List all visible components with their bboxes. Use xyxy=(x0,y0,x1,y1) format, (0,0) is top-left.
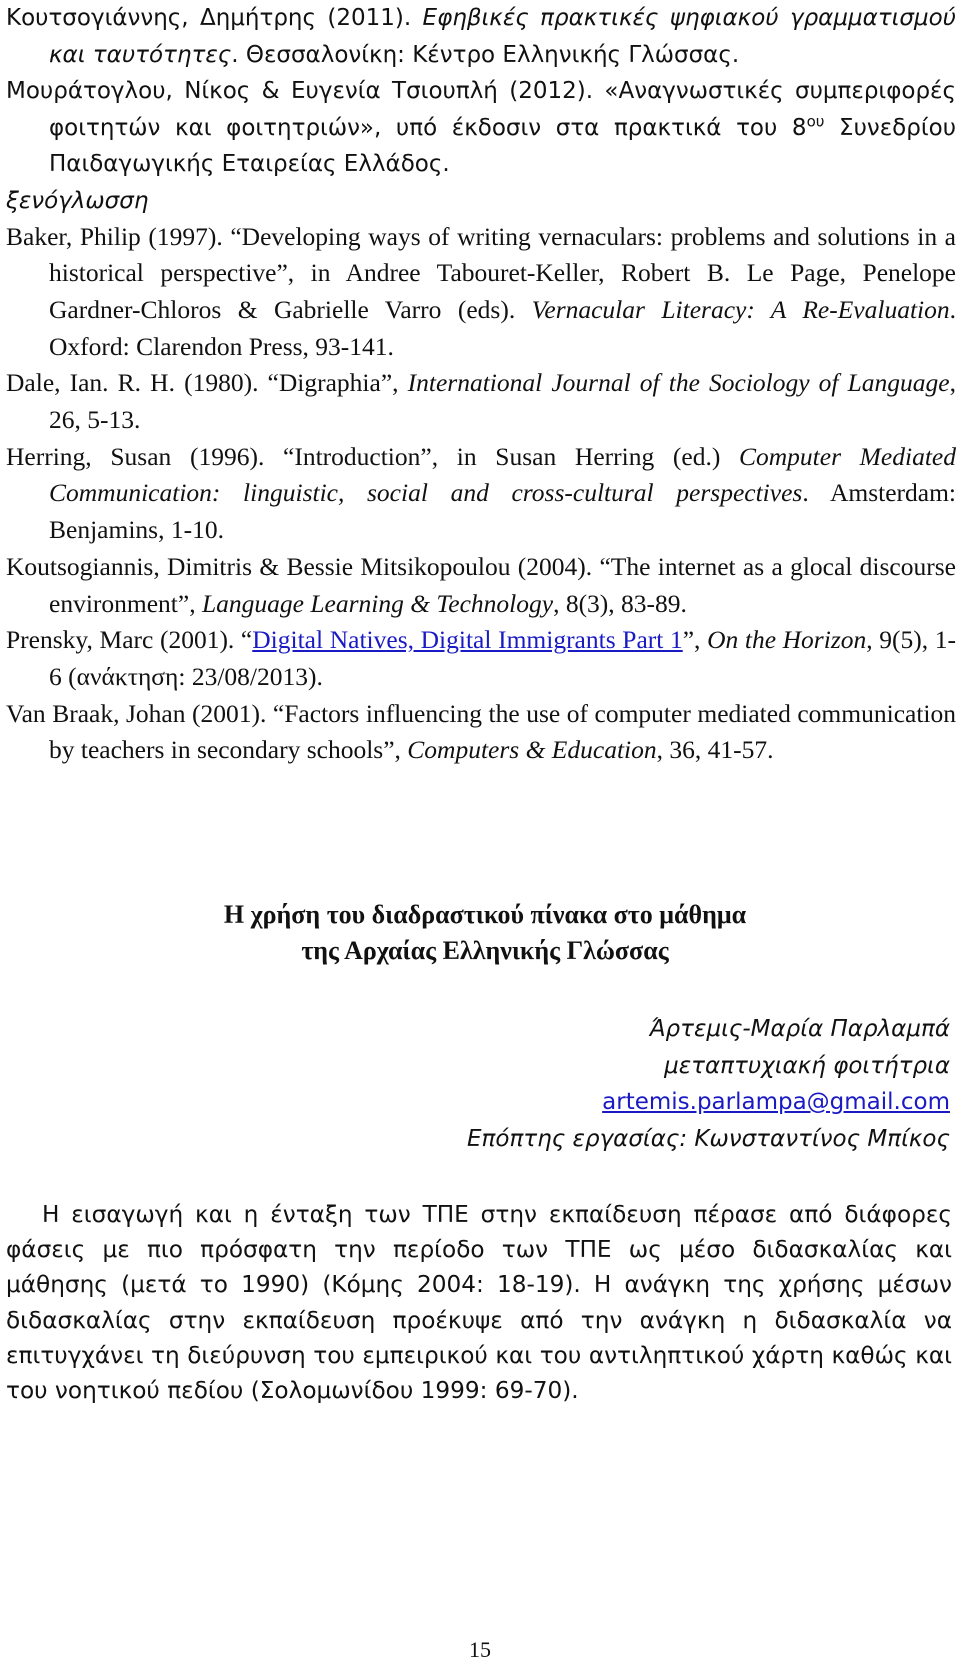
reference-text: Herring, Susan (1996). “Introduction”, in Susan Herring (ed.) xyxy=(6,441,739,471)
reference-italic: Εφηβικές πρακτικές ψηφιακού γραμματισμού και ταυτότητες xyxy=(49,5,956,68)
reference-text: , 8(3), 83-89. xyxy=(553,588,687,618)
reference-herring xyxy=(6,439,956,549)
reference-italic: Language Learning & Technology xyxy=(201,588,554,618)
reference-superscript: ου xyxy=(806,111,825,130)
reference-text: . Θεσσαλονίκη: Κέντρο Ελληνικής Γλώσσας. xyxy=(231,41,740,68)
author-block xyxy=(6,1011,956,1157)
reference-text: Baker, Philip (1997). “Developing ways of writing vernaculars: problems and solutions in a historical perspective”, in Andree Tabouret-Keller, Robert B. Le Page, Penelope Gardner-Chloros & Gabrielle Varro (eds). xyxy=(6,221,956,324)
article-title xyxy=(6,897,956,969)
reference-text: Van Braak, Johan (2001). “Factors influencing the use of computer mediated communication by teachers in secondary schools”, xyxy=(6,698,956,765)
reference-koutsogiannis xyxy=(6,0,956,73)
reference-prensky xyxy=(6,622,956,695)
document-page xyxy=(6,0,956,1431)
reference-text: , 9(5), 1-6 (ανάκτηση: 23/08/2013). xyxy=(49,625,956,691)
prensky-article-link[interactable]: Digital Natives, Digital Immigrants Part 1 xyxy=(252,625,683,655)
reference-text: . Oxford: Clarendon Press, 93-141. xyxy=(49,294,956,361)
supervisor-line: Επόπτης εργασίας: Κωνσταντίνος Μπίκος xyxy=(467,1125,950,1152)
reference-text: . Amsterdam: Benjamins, 1-10. xyxy=(49,478,956,545)
reference-text: ”, xyxy=(682,625,708,655)
reference-van-braak xyxy=(6,696,956,769)
reference-text: Κουτσογιάννης, Δημήτρης (2011). xyxy=(6,5,423,31)
reference-mouratoglou xyxy=(6,73,956,183)
reference-italic: International Journal of the Sociology of Language xyxy=(407,368,950,398)
reference-text: Συνεδρίου Παιδαγωγικής Εταιρείας Ελλάδος. xyxy=(49,114,956,177)
reference-text: Prensky, Marc (2001). “ xyxy=(6,625,253,655)
reference-text: Μουράτογλου, Νίκος & Ευγενία Τσιουπλή (2012). «Αναγνωστικές συμπεριφορές φοιτητών και φοιτητριών», υπό έκδοσιν στα πρακτικά του 8 xyxy=(6,78,956,141)
reference-text: Koutsogiannis, Dimitris & Bessie Mitsikopoulou (2004). “The internet as a glocal discourse environment”, xyxy=(6,551,956,618)
reference-text: , 26, 5-13. xyxy=(49,368,957,435)
reference-baker xyxy=(6,219,956,366)
section-label-foreign: ξενόγλωσση xyxy=(6,187,149,214)
page-number: 15 xyxy=(469,1637,491,1662)
reference-italic: Vernacular Literacy: A Re-Evaluation xyxy=(531,294,950,324)
reference-text: , 36, 41-57. xyxy=(656,735,774,765)
body-paragraph: Η εισαγωγή και η ένταξη των ΤΠΕ στην εκπαίδευση πέρασε από διάφορες φάσεις με πιο πρόσφατη την περίοδο των ΤΠΕ ως μέσο διδασκαλίας και μάθησης (μετά το 1990) (Κόμης 2004: 18-19). Η ανάγκη της χρήσης μέσων διδασκαλίας στην εκπαίδευση προέκυψε από την ανάγκη η διδασκαλία να επιτυγχάνει τη διεύρυνση του εμπειρικού και του αντιληπτικού χάρτη καθώς και του νοητικού πεδίου (Σολομωνίδου 1999: 69-70). xyxy=(6,1201,952,1405)
references-list xyxy=(6,0,956,769)
author-email-link[interactable]: artemis.parlampa@gmail.com xyxy=(602,1089,950,1116)
reference-italic: On the Horizon xyxy=(707,625,867,655)
article-title-line: Η χρήση του διαδραστικού πίνακα στο μάθημα xyxy=(223,900,747,930)
reference-italic: Computers & Education xyxy=(407,735,657,765)
reference-koutsogiannis-mitsikopoulou xyxy=(6,549,956,622)
author-role: μεταπτυχιακή φοιτήτρια xyxy=(664,1052,950,1079)
reference-italic: Computer Mediated Communication: linguistic, social and cross-cultural perspectives xyxy=(49,441,956,508)
author-name: Άρτεμις-Μαρία Παρλαμπά xyxy=(649,1016,950,1043)
article-title-line: της Αρχαίας Ελληνικής Γλώσσας xyxy=(301,936,669,966)
reference-dale xyxy=(6,365,956,438)
reference-text: Dale, Ian. R. H. (1980). “Digraphia”, xyxy=(6,368,408,398)
